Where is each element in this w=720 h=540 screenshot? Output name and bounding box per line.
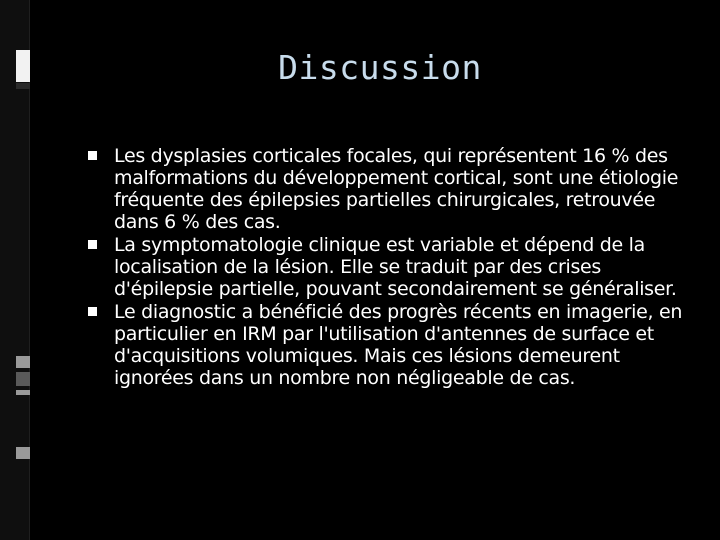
decorative-accent-block (16, 356, 30, 368)
square-bullet-icon (88, 307, 97, 316)
slide-title: Discussion (278, 48, 482, 87)
bullet-text: Les dysplasies corticales focales, qui représentent 16 % des malformations du développement cortical, sont une étiologie fréquente des épilepsies partielles chirurgicales, retrouvée dans 6 % des cas. (114, 145, 679, 233)
square-bullet-icon (88, 151, 97, 160)
decorative-accent-block (16, 447, 30, 459)
decorative-accent-block (16, 50, 30, 82)
bullet-text: La symptomatologie clinique est variable et dépend de la localisation de la lésion. Elle se traduit par des crises d'épilepsie partielle, pouvant secondairement se généraliser. (114, 234, 677, 300)
bullet-item (88, 234, 688, 300)
bullet-item (88, 301, 688, 389)
bullet-text: Le diagnostic a bénéficié des progrès récents en imagerie, en particulier en IRM par l'utilisation d'antennes de surface et d'acquisitions volumiques. Mais ces lésions demeurent ignorées dans un nombre non négligeable de cas. (114, 301, 683, 389)
bullet-list (88, 145, 688, 390)
decorative-accent-block (16, 83, 30, 89)
decorative-accent-block (16, 372, 30, 386)
decorative-accent-block (16, 390, 30, 395)
square-bullet-icon (88, 240, 97, 249)
bullet-item (88, 145, 688, 233)
